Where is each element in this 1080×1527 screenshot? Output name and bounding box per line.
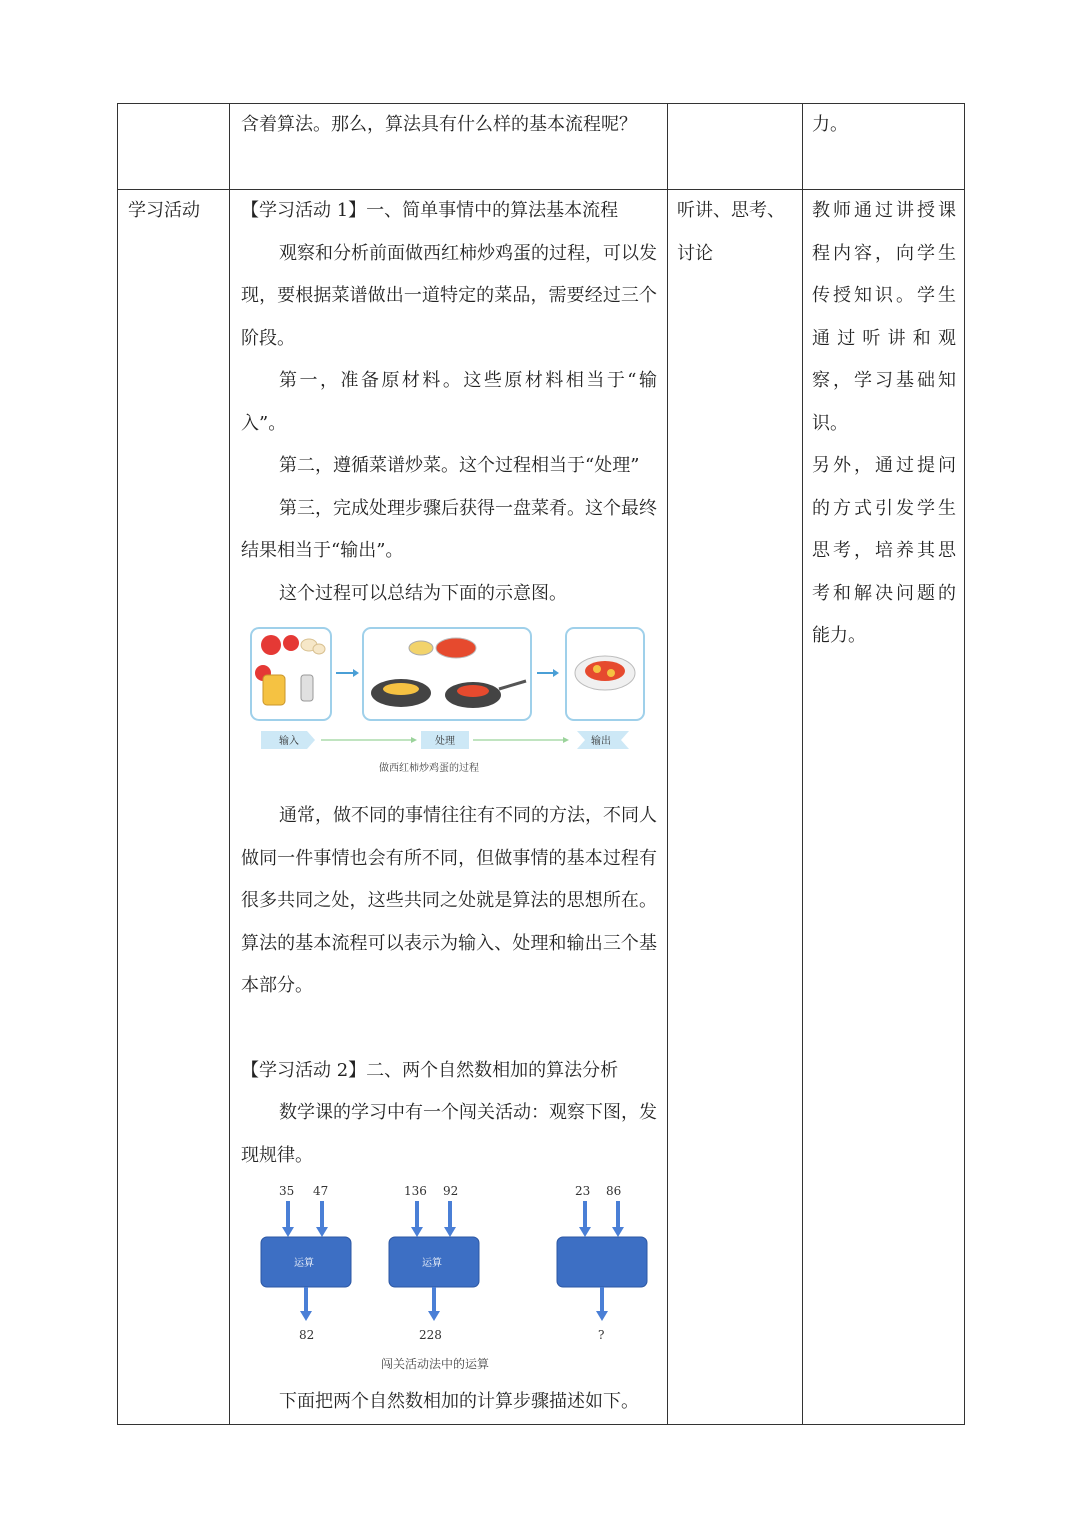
intent-line: 识。 <box>812 412 848 434</box>
lesson-plan-table <box>117 103 965 1425</box>
row1-col4 <box>803 104 965 190</box>
intent-line: 教师通过讲授课 <box>812 200 956 221</box>
input-number: 23 <box>575 1184 591 1198</box>
activity1-para5: 这个过程可以总结为下面的示意图。 <box>279 582 567 604</box>
operation-label: 运算 <box>294 1258 314 1269</box>
output-number: ? <box>598 1328 605 1342</box>
input-number: 86 <box>606 1184 622 1198</box>
tomato-icon <box>261 635 281 655</box>
activity1-para4: 第三，完成处理步骤后获得一盘菜肴。这个最终结果相当于“输出”。 <box>241 497 657 561</box>
intent-line: 考和解决问题的 <box>812 582 956 604</box>
intent-line: 思考，培养其思 <box>812 540 956 561</box>
bowl-icon <box>409 641 433 655</box>
arrow-down-icon <box>579 1227 591 1237</box>
activity2-para2: 下面把两个自然数相加的计算步骤描述如下。 <box>279 1391 639 1412</box>
egg-icon <box>313 644 325 654</box>
input-label: 输入 <box>279 736 299 747</box>
intent-line: 能力。 <box>812 625 866 646</box>
operation-box <box>557 1237 647 1287</box>
row2-col3 <box>668 190 803 1425</box>
arrow-down-icon <box>411 1227 423 1237</box>
addition-puzzle-figure <box>241 1181 657 1381</box>
arrow-down-icon <box>428 1311 440 1321</box>
salt-shaker-icon <box>301 675 313 701</box>
activity2-heading: 【学习活动 2】二、两个自然数相加的算法分析 <box>241 1059 619 1081</box>
arrow-down-icon <box>444 1227 456 1237</box>
intent-line: 通过听讲和观 <box>812 327 956 349</box>
figure-caption: 做西红柿炒鸡蛋的过程 <box>379 763 479 774</box>
arrow-right-icon <box>553 669 559 677</box>
arrow-down-icon <box>612 1227 624 1237</box>
arrow-down-icon <box>300 1311 312 1321</box>
figure-caption: 闯关活动法中的运算 <box>381 1357 490 1371</box>
intent-line: 程内容，向学生 <box>812 242 956 264</box>
input-number: 92 <box>443 1184 459 1198</box>
output-label: 输出 <box>591 736 611 747</box>
row2-col4 <box>803 190 965 1425</box>
arrow-down-icon <box>282 1227 294 1237</box>
row-label: 学习活动 <box>128 200 200 221</box>
row1-col2 <box>230 104 668 190</box>
row1-col3 <box>668 104 803 190</box>
arrow-right-icon <box>353 669 359 677</box>
continued-text-right: 力。 <box>812 114 848 135</box>
continued-text: 含着算法。那么，算法具有什么样的基本流程呢？ <box>241 114 637 135</box>
intent-line: 的方式引发学生 <box>812 497 956 519</box>
output-number: 228 <box>419 1328 442 1342</box>
output-number: 82 <box>299 1328 315 1342</box>
table-row <box>118 190 965 1425</box>
row2-col2 <box>230 190 668 1425</box>
intent-line: 传授知识。学生 <box>812 285 956 306</box>
plate-icon <box>436 638 476 658</box>
input-number: 136 <box>404 1184 427 1198</box>
row1-col1 <box>118 104 230 190</box>
arrow-down-icon <box>316 1227 328 1237</box>
activity2-para1: 数学课的学习中有一个闯关活动：观察下图，发现规律。 <box>241 1102 657 1166</box>
cooking-process-figure <box>241 623 657 783</box>
method-line: 听讲、思考、 <box>677 200 785 221</box>
activity1-heading: 【学习活动 1】一、简单事情中的算法基本流程 <box>241 200 619 221</box>
oil-bottle-icon <box>263 675 285 705</box>
activity1-para2: 第一，准备原材料。这些原材料相当于“输入”。 <box>241 370 657 434</box>
table-row <box>118 104 965 190</box>
intent-line: 察，学习基础知 <box>812 370 956 391</box>
input-number: 35 <box>279 1184 295 1198</box>
process-label: 处理 <box>435 736 455 747</box>
operation-label: 运算 <box>422 1258 442 1269</box>
activity1-para3: 第二，遵循菜谱炒菜。这个过程相当于“处理” <box>279 455 640 476</box>
activity1-para6: 通常，做不同的事情往往有不同的方法，不同人做同一件事情也会有所不同，但做事情的基本过程有很多共同之处，这些共同之处就是算法的思想所在。算法的基本流程可以表示为输入、处理和输出三个基本部分。 <box>241 805 657 996</box>
intent-line: 另外，通过提问 <box>812 455 956 476</box>
method-line: 讨论 <box>677 242 713 264</box>
input-number: 47 <box>313 1184 329 1198</box>
tomato-icon <box>283 635 299 651</box>
activity1-para1: 观察和分析前面做西红柿炒鸡蛋的过程，可以发现，要根据菜谱做出一道特定的菜品，需要经过三个阶段。 <box>241 242 657 349</box>
row2-col1 <box>118 190 230 1425</box>
arrow-down-icon <box>596 1311 608 1321</box>
